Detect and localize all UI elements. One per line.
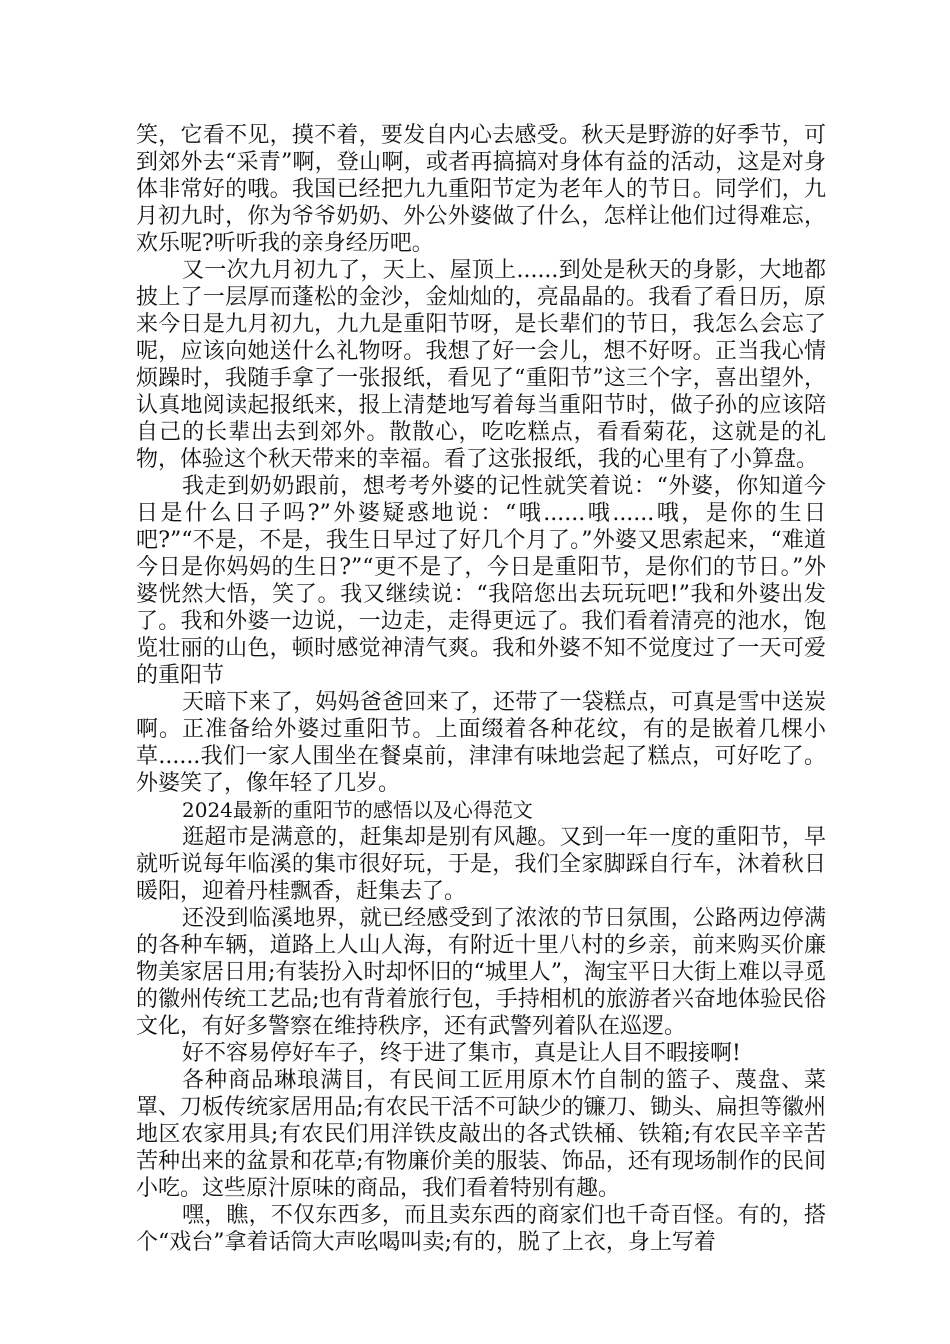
section-heading: 2024最新的重阳节的感悟以及心得范文 bbox=[182, 798, 533, 822]
document-page bbox=[136, 122, 826, 1256]
paragraph-conversation-with-grandma: 我走到奶奶跟前，想考考外婆的记性就笑着说：“外婆，你知道今日是什么日子吗?”外婆疑惑地说：“哦......哦......哦，是你的生日吧?”“不是，不是，我生日早过了好几个月了。”外婆又思索起来，“难道今日是你妈妈的生日?”“更不是了，今日是重阳节，是你们的节日。”外婆恍然大悟，笑了。我又继续说：“我陪您出去玩玩吧!”我和外婆出发了。我和外婆一边说，一边走，走得更远了。我们看着清亮的池水，饱览壮丽的山色，顿时感觉神清气爽。我和外婆不知不觉度过了一天可爱的重阳节 bbox=[136, 474, 826, 688]
paragraph-merchants: 嘿，瞧，不仅东西多，而且卖东西的商家们也千奇百怪。有的，搭个“戏台”拿着话筒大声吆喝叫卖;有的，脱了上衣，身上写着 bbox=[136, 1203, 826, 1255]
paragraph-festival-atmosphere: 还没到临溪地界，就已经感受到了浓浓的节日氛围，公路两边停满的各种车辆，道路上人山人海，有附近十里八村的乡亲，前来购买价廉物美家居日用;有装扮入时却怀旧的“城里人”，淘宝平日大街上难以寻觅的徽州传统工艺品;也有背着旅行包，手持相机的旅游者兴奋地体验民俗文化，有好多警察在维持秩序，还有武警列着队在巡逻。 bbox=[136, 906, 826, 1039]
paragraph-market-intro: 逛超市是满意的，赶集却是别有风趣。又到一年一度的重阳节，早就听说每年临溪的集市很好玩，于是，我们全家脚踩自行车，沐着秋日暖阳，迎着丹桂飘香，赶集去了。 bbox=[136, 825, 826, 904]
paragraph-entering-market: 好不容易停好车子，终于进了集市，真是让人目不暇接啊! bbox=[182, 1041, 741, 1066]
paragraph-goods: 各种商品琳琅满目，有民间工匠用原木竹自制的篮子、蔑盘、菜罩、刀板传统家居用品;有农民干活不可缺少的镰刀、锄头、扁担等徽州地区农家用具;有农民们用洋铁皮敲出的各式铁桶、铁箱;有农民辛辛苦苦种出来的盆景和花草;有物廉价美的服装、饰品，还有现场制作的民间小吃。这些原汁原味的商品，我们看着特别有趣。 bbox=[136, 1068, 826, 1201]
paragraph-intro: 笑，它看不见，摸不着，要发自内心去感受。秋天是野游的好季节，可到郊外去“采青”啊，登山啊，或者再搞搞对身体有益的活动，这是对身体非常好的哦。我国已经把九九重阳节定为老年人的节日。同学们，九月初九时，你为爷爷奶奶、外公外婆做了什么，怎样让他们过得难忘，欢乐呢?听听我的亲身经历吧。 bbox=[136, 123, 826, 256]
paragraph-evening-cakes: 天暗下来了，妈妈爸爸回来了，还带了一袋糕点，可真是雪中送炭啊。正准备给外婆过重阳节。上面缀着各种花纹，有的是嵌着几棵小草......我们一家人围坐在餐桌前，津津有味地尝起了糕点，可好吃了。外婆笑了，像年轻了几岁。 bbox=[136, 690, 826, 796]
paragraph-double-ninth-morning: 又一次九月初九了，天上、屋顶上......到处是秋天的身影，大地都披上了一层厚而蓬松的金沙，金灿灿的，亮晶晶的。我看了看日历，原来今日是九月初九，九九是重阳节呀，是长辈们的节日，我怎么会忘了呢，应该向她送什么礼物呀。我想了好一会儿，想不好呀。正当我心情烦躁时，我随手拿了一张报纸，看见了“重阳节”这三个字，喜出望外，认真地阅读起报纸来，报上清楚地写着每当重阳节时，做子孙的应该陪自己的长辈出去到郊外。散散心，吃吃糕点，看看菊花，这就是的礼物，体验这个秋天带来的幸福。看了这张报纸，我的心里有了小算盘。 bbox=[136, 258, 826, 472]
